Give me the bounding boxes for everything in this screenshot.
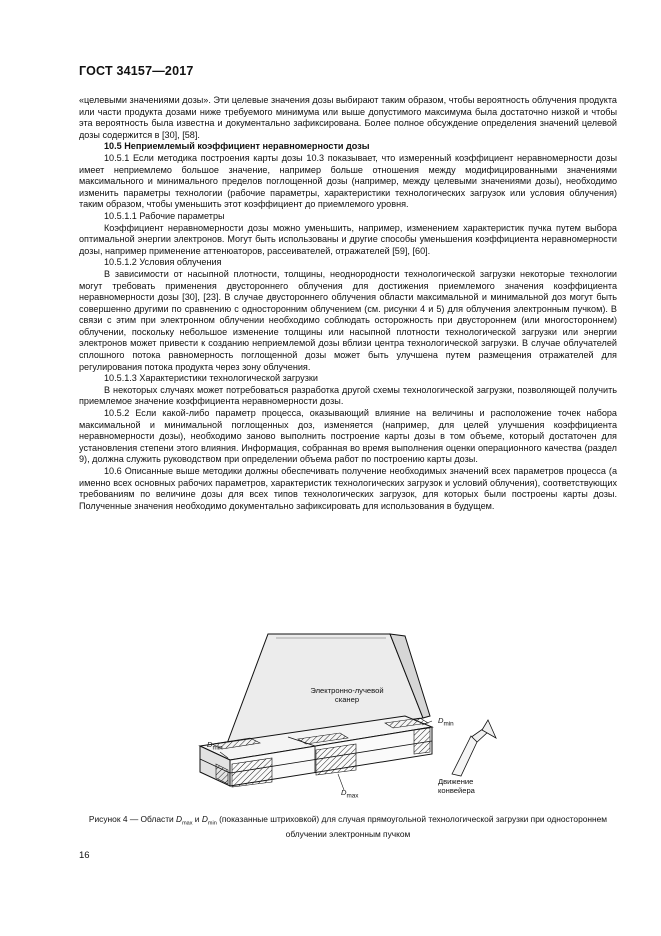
- document-header: ГОСТ 34157—2017: [79, 64, 194, 78]
- conveyor-arrow-icon: [452, 720, 496, 776]
- dmin-label-left: $D_{min}$: [207, 740, 223, 752]
- subsection-heading: 10.5.1.3 Характеристики технологической загрузки: [104, 373, 318, 384]
- paragraph: 10.6 Описанные выше методики должны обеспечивать получение необходимых значений всех параметров процесса (а именно всех основных рабочих параметров, характеристик технологических загрузок и условий облучения), соответствующих требованиям по величине дозы для всех типов технологических загрузок, для которых были построены карты дозы. Полученные значения необходимо документально зафиксировать для использования в будущем.: [79, 466, 617, 511]
- subsection-heading: 10.5.1.2 Условия облучения: [104, 257, 222, 268]
- page-number: 16: [79, 850, 90, 861]
- paragraph: Коэффициент неравномерности дозы можно уменьшить, например, изменением характеристик пучка путем выбора оптимальной энергии электронов. Могут быть использованы и другие способы уменьшения коэффициента неравномерности дозы, например применение аттенюаторов, рассеивателей, отражателей [59], [60].: [79, 222, 617, 256]
- paragraph: В некоторых случаях может потребоваться разработка другой схемы технологической загрузки, позволяющей получить приемлемое значение коэффициента неравномерности дозы.: [79, 384, 617, 407]
- figure-caption: Рисунок 4 — Области $D_{max}$ и $D_{min}$ (показанные штриховкой) для случая прямоугольной технологической загрузки при одностороннем облучении электронным пучком: [88, 814, 608, 840]
- body-text: [79, 95, 617, 512]
- paragraph: 10.5.2 Если какой-либо параметр процесса, оказывающий влияние на величины и расположение точек набора максимальной и минимальной поглощенных доз, изменяется (например, для целей улучшения коэффициента неравномерности дозы), необходимо заново выполнить построение карты дозы в том объеме, который достаточен для установления степени этого влияния. Информация, собранная во время выполнения оценки операционного качества (раздел 9), должна служить руководством при определении объема работ по построению карты дозы.: [79, 408, 617, 465]
- paragraph: «целевыми значениями дозы». Эти целевые значения дозы выбирают таким образом, чтобы вероятность облучения продукта или части продукта дозами ниже требуемого минимума или выше допустимого максимума была достаточно низкой и чтобы эта вероятность была известна и документально зафиксирована. Более полное обсуждение определения значений целевой дозы содержится в [30], [58].: [79, 95, 617, 140]
- figure-4: [180, 624, 510, 814]
- dmax-label: $D_{max}$: [341, 788, 359, 800]
- paragraph: 10.5.1 Если методика построения карты дозы 10.3 показывает, что измеренный коэффициент неравномерности дозы имеет неприемлемо большое значение, например больше отношения между модифицированными значениями максимального и минимального пределов поглощенной дозы (например, между целевыми значениями дозы), необходимо изменить параметры технологии (рабочие параметры, характеристики технологических загрузок или условия облучения) таким образом, чтобы уменьшить этот коэффициент до приемлемого уровня.: [79, 152, 617, 210]
- scanner-label: Электронно-лучевой сканер: [310, 686, 384, 704]
- section-heading-10-5: 10.5 Неприемлемый коэффициент неравномерности дозы: [104, 141, 370, 152]
- dmin-label-right: $D_{min}$: [438, 716, 454, 728]
- paragraph: В зависимости от насыпной плотности, толщины, неоднородности технологической загрузки некоторые технологии могут требовать применения двустороннего облучения для достижения приемлемого значения коэффициента неравномерности дозы [30], [23]. В случае двустороннего облучения области максимальной и минимальной доз могут быть совершенно другими по сравнению с односторонним облучением (см. рисунки 4 и 5) для облучения электронным пучком). В связи с этим при электронном облучении необходимо соблюдать осторожность при двустороннем (или многостороннем) облучении, поскольку небольшое изменение толщины или насыпной плотности технологической загрузки или энергии электронов может привести к созданию неприемлемой дозы вблизи центра технологической загрузки. В случае облучателей сплошного потока равномерность поглощенной дозы может быть улучшена путем размещения отражателей для регулирования потока продукта через зону облучения.: [79, 268, 617, 372]
- subsection-heading: 10.5.1.1 Рабочие параметры: [104, 210, 225, 221]
- conveyor-label: Движение конвейера: [438, 777, 475, 795]
